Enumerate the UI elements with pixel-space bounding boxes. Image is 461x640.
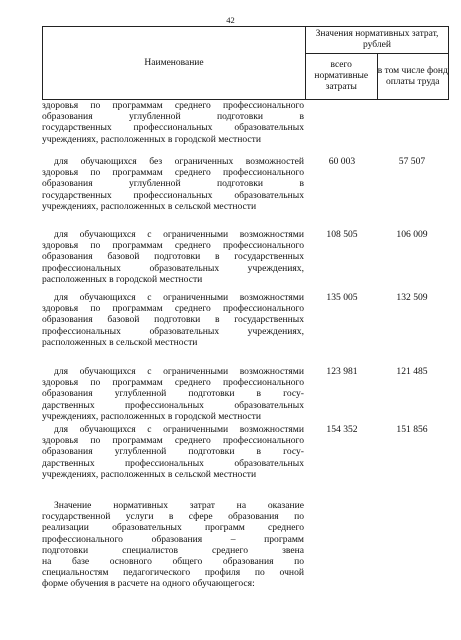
table-row [42,156,457,212]
total-cost-value: 135 005 [326,292,358,303]
total-cost-value: 154 352 [326,424,358,435]
text-line: дарственных профессиональных образовательных [42,457,304,469]
text-line: образования базовой подготовки в государственных [42,251,304,263]
text-line: образования углубленной подготовки в госу- [42,388,304,400]
header-values-column: Значения нормативных затрат, рублей [306,27,449,54]
row-description [42,366,304,422]
text-line: на базе основного общего образования по [42,556,304,568]
text-line: государственной услуги в сфере образования по [42,511,304,523]
text-line: здоровья по программам среднего профессионального [42,435,304,447]
text-line: здоровья по программам среднего профессионального [42,377,304,389]
header-name-column: Наименование [43,27,306,100]
table-row [42,229,457,285]
text-line: для обучающихся с ограниченными возможностями [54,292,304,303]
text-line: здоровья по программам среднего профессионального [42,100,304,111]
text-line: расположенных в сельской местности [42,336,198,348]
text-line: учреждениях, расположенных в сельской местности [42,200,257,212]
page-number: 42 [226,15,235,25]
text-line: дарственных профессиональных образовательных [42,399,304,411]
text-line: подготовки специалистов среднего звена [42,544,304,556]
text-line: учреждениях, расположенных в сельской местности [42,468,257,480]
labor-fund-value: 151 856 [396,424,428,435]
text-line: для обучающихся с ограниченными возможностями [54,366,304,377]
text-line: учреждениях, расположенных в городской местности [42,133,262,145]
text-line: государственных профессиональных образовательных [42,189,304,201]
text-line: Значение нормативных затрат на оказание [54,500,304,511]
text-line: здоровья по программам среднего профессионального [42,167,304,179]
total-cost-value: 108 505 [326,229,358,240]
table-row [42,366,457,422]
final-paragraph [42,500,304,590]
header-total-column: всего нормативные затраты [306,54,378,100]
text-line: учреждениях, расположенных в городской местности [42,410,262,422]
text-line: реализации образовательных программ среднего [42,522,304,534]
text-line: для обучающихся с ограниченными возможностями [54,229,304,240]
text-line: здоровья по программам среднего профессионального [42,240,304,252]
table-header [42,26,449,100]
text-line: расположенных в городской местности [42,273,203,285]
text-line: профессиональных образовательных учреждениях, [42,262,304,274]
labor-fund-value: 132 509 [396,292,428,303]
labor-fund-value: 121 485 [396,366,428,377]
text-line: образования базовой подготовки в государственных [42,314,304,326]
text-line: для обучающихся с ограниченными возможностями [54,424,304,435]
row-description [42,229,304,285]
row-description [42,424,304,480]
text-line: здоровья по программам среднего профессионального [42,303,304,315]
table-row [42,292,457,348]
total-cost-value: 60 003 [328,156,356,167]
row-description [42,292,304,348]
text-line: образования углубленной подготовки в госу- [42,446,304,458]
row-description [42,100,304,145]
text-line: образования углубленной подготовки в [42,178,304,190]
text-line: форме обучения в расчете на одного обучающегося: [42,578,255,590]
continuation-row [42,100,457,145]
text-line: образования углубленной подготовки в [42,111,304,123]
labor-fund-value: 57 507 [398,156,426,167]
text-line: профессиональных образовательных учреждениях, [42,325,304,337]
header-fund-column: в том числе фонд оплаты труда [377,54,449,100]
total-cost-value: 123 981 [326,366,358,377]
row-description [42,156,304,212]
text-line: для обучающихся без ограниченных возможностей [54,156,304,167]
text-line: специальностям педагогического профиля по очной [42,567,304,579]
table-row [42,424,457,480]
text-line: профессионального образования – программ [42,533,304,545]
labor-fund-value: 106 009 [396,229,428,240]
text-line: государственных профессиональных образовательных [42,122,304,134]
